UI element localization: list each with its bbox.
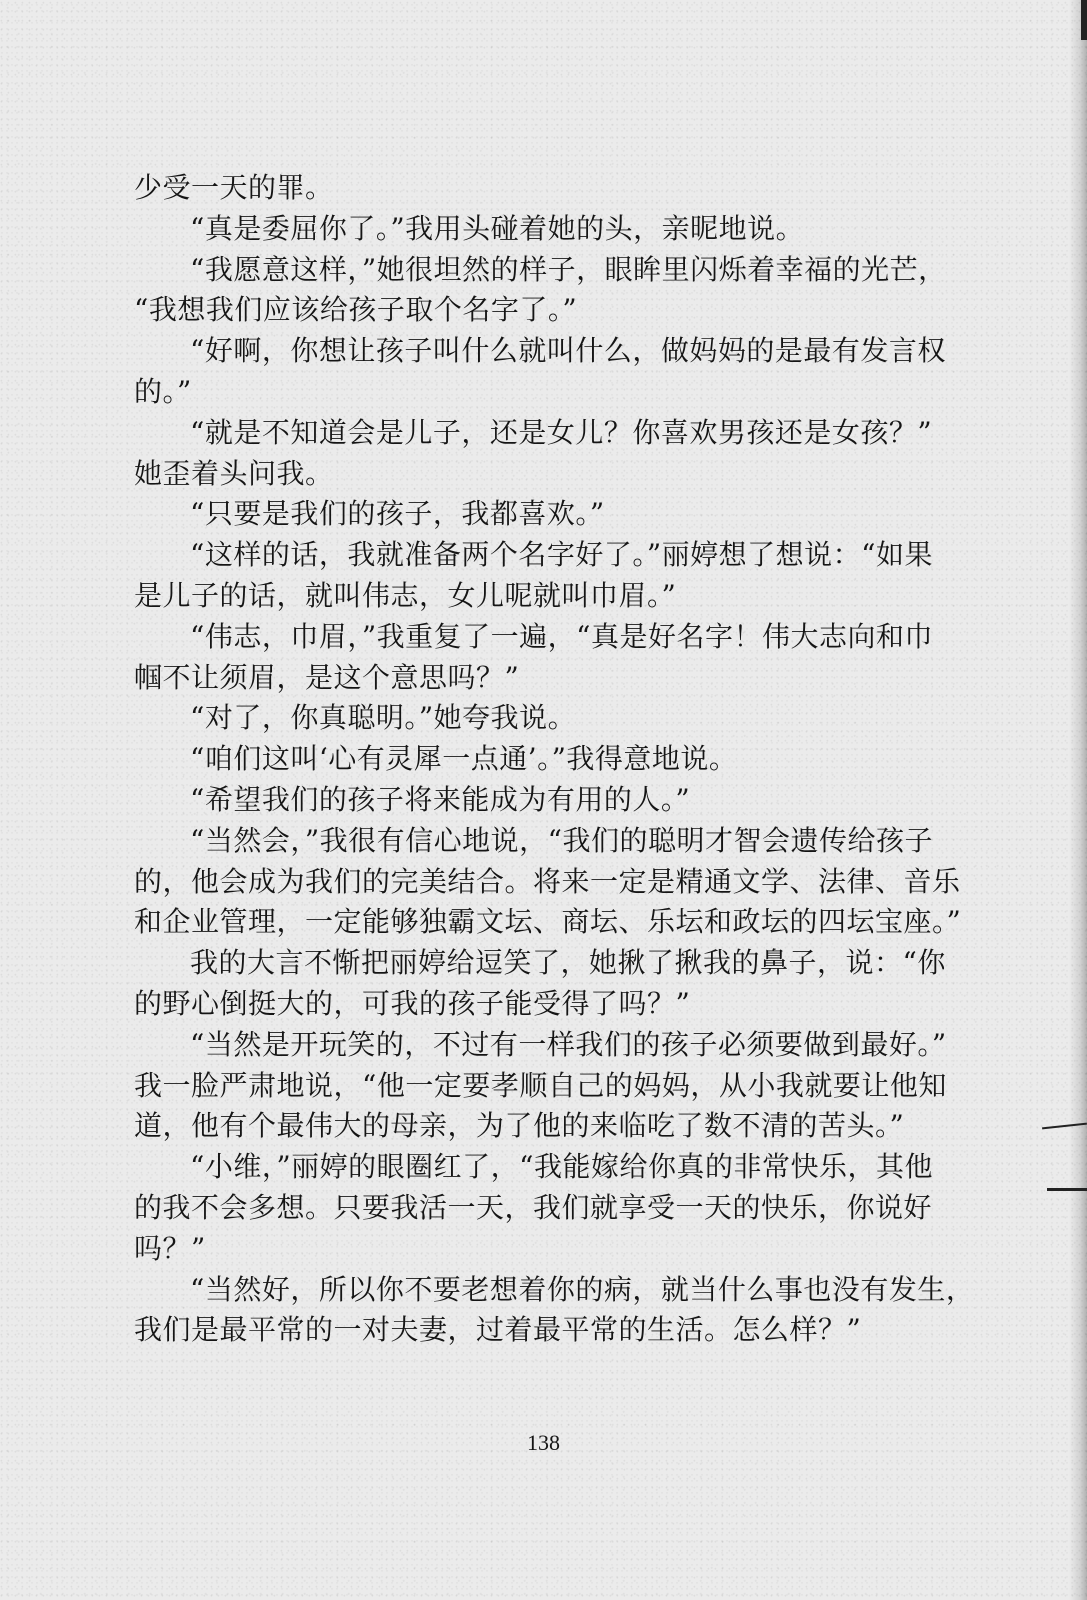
text-line: “就是不知道会是儿子，还是女儿？你喜欢男孩还是女孩？” (190, 415, 933, 449)
text-line: “伟志，巾眉，”我重复了一遍，“真是好名字！伟大志向和巾 (190, 619, 933, 653)
text-line: 的。” (134, 374, 192, 408)
text-line: “这样的话，我就准备两个名字好了。”丽婷想了想说：“如果 (190, 538, 933, 572)
page-edge-shadow (1069, 0, 1087, 1600)
text-line: 帼不让须眉，是这个意思吗？” (134, 660, 520, 694)
text-line: “我想我们应该给孩子取个名字了。” (134, 293, 578, 327)
text-line: 道，他有个最伟大的母亲，为了他的来临吃了数不清的苦头。” (134, 1109, 905, 1143)
text-line: “咱们这叫‘心有灵犀一点通’。”我得意地说。 (190, 742, 738, 776)
text-line: “当然好，所以你不要老想着你的病，就当什么事也没有发生， (190, 1272, 975, 1306)
page-number: 138 (527, 1430, 560, 1455)
text-line: “对了，你真聪明。”她夸我说。 (190, 701, 577, 735)
edge-mark-top (1081, 0, 1087, 40)
text-line: “希望我们的孩子将来能成为有用的人。” (190, 782, 691, 816)
text-line: “好啊，你想让孩子叫什么就叫什么，做妈妈的是最有发言权 (190, 334, 946, 368)
text-line: “我愿意这样，”她很坦然的样子，眼眸里闪烁着幸福的光芒， (190, 252, 947, 286)
text-line: 少受一天的罪。 (134, 171, 334, 204)
text-line: 的野心倒挺大的，可我的孩子能受得了吗？” (134, 986, 691, 1020)
text-line: 我们是最平常的一对夫妻，过着最平常的生活。怎么样？” (134, 1313, 862, 1347)
text-line: 的，他会成为我们的完美结合。将来一定是精通文学、法律、音乐 (134, 864, 961, 898)
text-line: “只要是我们的孩子，我都喜欢。” (190, 497, 605, 531)
body-text (122, 168, 975, 1351)
text-line: “当然会，”我很有信心地说，“我们的聪明才智会遗传给孩子 (190, 823, 933, 857)
text-line: “当然是开玩笑的，不过有一样我们的孩子必须要做到最好。” (190, 1027, 947, 1061)
text-line: 我的大言不惭把丽婷给逗笑了，她揪了揪我的鼻子，说：“你 (190, 946, 946, 980)
text-line: 是儿子的话，就叫伟志，女儿呢就叫巾眉。” (134, 578, 677, 612)
text-line: 她歪着头问我。 (134, 456, 334, 490)
text-line: 我一脸严肃地说，“他一定要孝顺自己的妈妈，从小我就要让他知 (134, 1068, 947, 1102)
text-line: “真是委屈你了。”我用头碰着她的头，亲昵地说。 (190, 211, 805, 245)
text-line: 和企业管理，一定能够独霸文坛、商坛、乐坛和政坛的四坛宝座。” (134, 905, 962, 939)
text-line: 吗？” (134, 1231, 206, 1265)
text-line: “小维，”丽婷的眼圈红了，“我能嫁给你真的非常快乐，其他 (190, 1150, 933, 1184)
text-line: 的我不会多想。只要我活一天，我们就享受一天的快乐，你说好 (134, 1190, 933, 1224)
edge-mark-lower (1047, 1188, 1087, 1191)
